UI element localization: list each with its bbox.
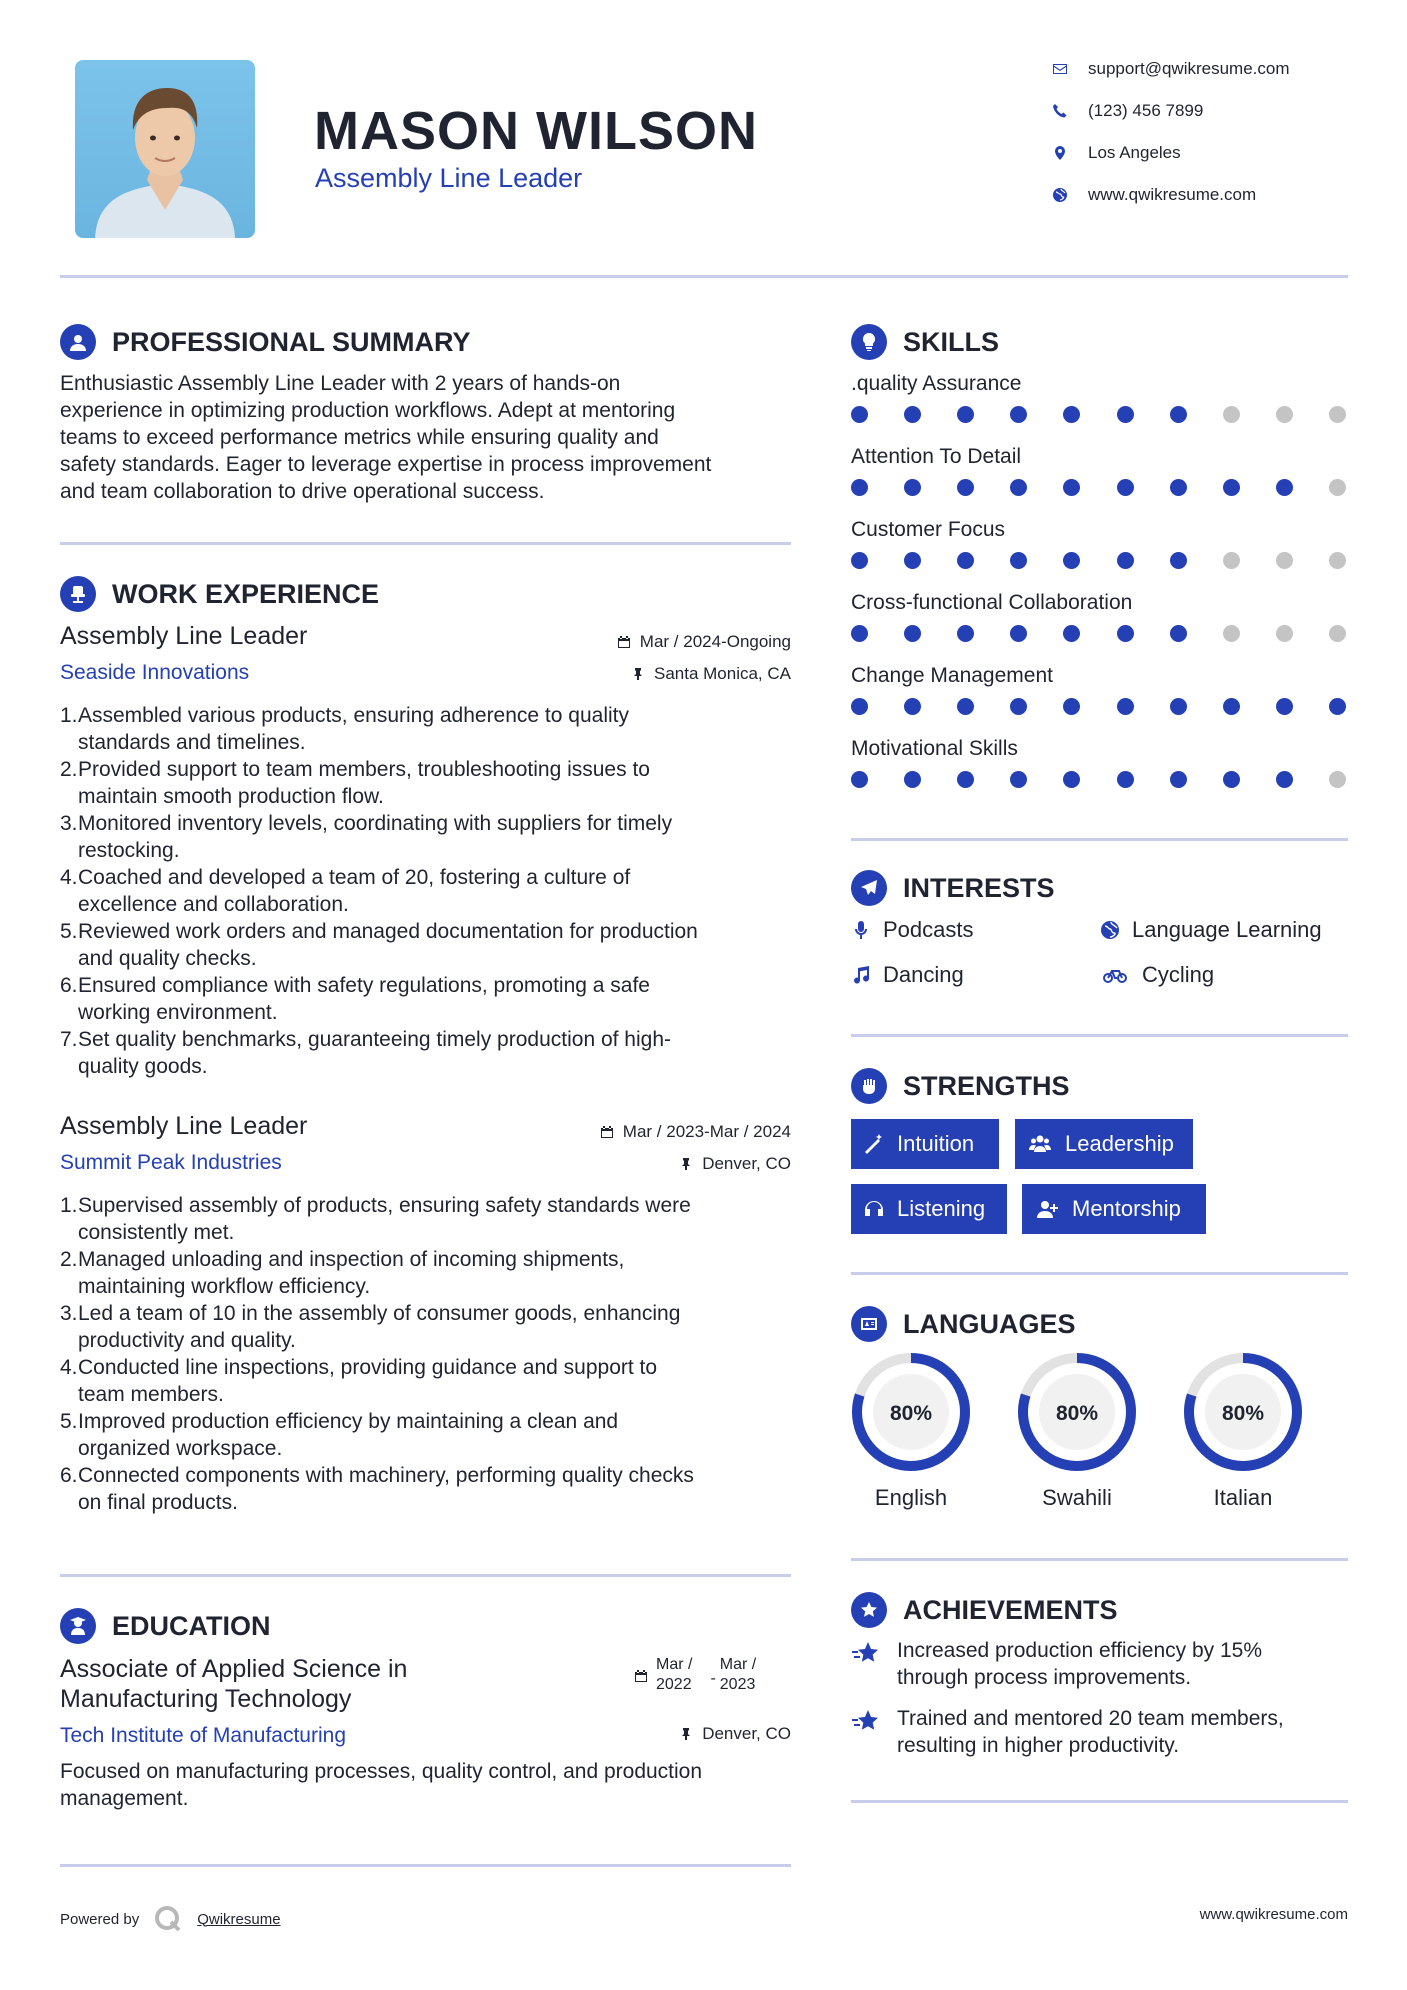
language-name: Italian: [1213, 1485, 1273, 1510]
rating-dot-filled: [1010, 771, 1027, 788]
language-ring: [1015, 1350, 1139, 1474]
interests-heading: [851, 870, 1055, 906]
strengths-heading: [851, 1068, 1070, 1104]
rating-dot-empty: [1329, 552, 1346, 569]
rating-dot-filled: [1063, 552, 1080, 569]
rating-dot-filled: [1276, 698, 1293, 715]
rating-dot-filled: [1170, 771, 1187, 788]
rating-dot-filled: [1117, 479, 1134, 496]
skill-row: [851, 591, 1346, 642]
contact-website[interactable]: [1052, 185, 1256, 205]
strengths-heading-text: STRENGTHS: [903, 1070, 1070, 1101]
contact-email[interactable]: [1052, 59, 1290, 79]
degree-title: [60, 1654, 407, 1714]
education-location-text: Denver, CO: [702, 1724, 791, 1743]
education-heading: [60, 1608, 271, 1644]
interest-label: Cycling: [1142, 962, 1215, 987]
users-icon: [1027, 1133, 1053, 1155]
language-name: English: [874, 1485, 948, 1510]
powered-by-text: Powered by: [60, 1910, 140, 1928]
music-note-icon: [851, 965, 871, 985]
interest-label: Podcasts: [883, 917, 974, 942]
microphone-icon: [851, 920, 871, 940]
rating-dot-filled: [904, 771, 921, 788]
strength-label: Mentorship: [1072, 1196, 1181, 1221]
summary-text: [60, 370, 800, 505]
job-location: [520, 1154, 791, 1174]
rating-dot-filled: [1170, 479, 1187, 496]
skill-row: [851, 518, 1346, 569]
duty-item: 4. Conducted line inspections, providing guidance and support to team members.: [60, 1356, 658, 1406]
rating-dot-filled: [904, 406, 921, 423]
skill-rating: [851, 406, 1346, 423]
summary-heading-text: PROFESSIONAL SUMMARY: [112, 326, 471, 357]
achievements-heading-text: ACHIEVEMENTS: [903, 1594, 1118, 1625]
education-date-separator: -: [710, 1670, 716, 1687]
summary-line: Enthusiastic Assembly Line Leader with 2 years of hands-on: [60, 372, 621, 395]
education-description-line: Focused on manufacturing processes, quality control, and production: [60, 1760, 703, 1783]
job-duties-list: [60, 1192, 800, 1516]
calendar-icon: [600, 1125, 614, 1139]
calendar-icon: [617, 635, 631, 649]
qwikresume-logo-icon: [153, 1904, 183, 1934]
duty-item: 1. Assembled various products, ensuring adherence to quality standards and timelines.: [60, 704, 629, 754]
job-title: Assembly Line Leader: [60, 1112, 308, 1140]
rating-dot-filled: [904, 698, 921, 715]
job-duties-list: [60, 702, 800, 1080]
rating-dot-filled: [1223, 698, 1240, 715]
language-item: [1015, 1350, 1139, 1511]
strengths-divider: [851, 1272, 1348, 1275]
rating-dot-filled: [904, 625, 921, 642]
header-divider: [60, 275, 1348, 278]
rating-dot-filled: [957, 698, 974, 715]
rating-dot-empty: [1329, 479, 1346, 496]
star-icon: [851, 1639, 881, 1669]
achievement-text: Trained and mentored 20 team members, resulting in higher productivity.: [897, 1707, 1284, 1757]
rating-dot-filled: [1063, 771, 1080, 788]
rating-dot-filled: [1170, 552, 1187, 569]
education-dates: [634, 1655, 756, 1695]
language-item: [849, 1350, 973, 1511]
rating-dot-filled: [1223, 479, 1240, 496]
strength-label: Listening: [897, 1196, 986, 1221]
rating-dot-filled: [1117, 625, 1134, 642]
user-icon: [60, 324, 96, 360]
education-description: [60, 1758, 800, 1812]
achievements-divider: [851, 1800, 1348, 1803]
pushpin-icon: [679, 1727, 693, 1741]
rating-dot-filled: [851, 771, 868, 788]
rating-dot-filled: [1170, 406, 1187, 423]
skill-row: [851, 664, 1346, 715]
interest-item: [851, 917, 974, 943]
bicycle-icon: [1100, 965, 1130, 985]
job-location-text: Denver, CO: [702, 1154, 791, 1173]
interest-item: [1100, 917, 1322, 943]
skill-rating: [851, 771, 1346, 788]
experience-heading: [60, 576, 379, 612]
language-name: Swahili: [1042, 1485, 1112, 1510]
rating-dot-empty: [1223, 625, 1240, 642]
interest-item: [1100, 962, 1214, 988]
skill-rating: [851, 698, 1346, 715]
headphones-icon: [863, 1198, 885, 1220]
achievement-text: Increased production efficiency by 15% through process improvements.: [897, 1639, 1262, 1689]
job-dates: [520, 1122, 791, 1142]
rating-dot-filled: [1010, 552, 1027, 569]
skill-row: [851, 372, 1346, 423]
user-plus-icon: [1034, 1198, 1060, 1220]
job-company: Seaside Innovations: [60, 661, 250, 684]
interests-divider: [851, 1034, 1348, 1037]
duty-item: 2. Managed unloading and inspection of incoming shipments, maintaining workflow efficiency.: [60, 1248, 625, 1298]
degree-line: Manufacturing Technology: [60, 1685, 352, 1713]
language-ring: [849, 1350, 973, 1474]
interest-item: [851, 962, 964, 988]
job-dates-text: Mar / 2023-Mar / 2024: [622, 1122, 791, 1141]
strength-badge: [851, 1184, 1007, 1234]
skills-heading: [851, 324, 999, 360]
rating-dot-filled: [957, 771, 974, 788]
contact-email-text: support@qwikresume.com: [1088, 59, 1290, 78]
rating-dot-filled: [1063, 479, 1080, 496]
candidate-name: MASON WILSON: [314, 101, 758, 161]
language-ring: [1181, 1350, 1305, 1474]
rating-dot-empty: [1223, 552, 1240, 569]
rating-dot-filled: [1223, 771, 1240, 788]
experience-heading-text: WORK EXPERIENCE: [112, 578, 380, 609]
envelope-icon: [1052, 61, 1068, 77]
star-badge-icon: [851, 1592, 887, 1628]
globe-icon: [1100, 920, 1120, 940]
job-location: [520, 664, 791, 684]
globe-icon: [1052, 187, 1068, 203]
strength-badge: [1015, 1119, 1193, 1169]
rating-dot-filled: [851, 625, 868, 642]
duty-item: 1. Supervised assembly of products, ensuring safety standards were consistently met.: [60, 1194, 691, 1244]
skill-label: Customer Focus: [851, 518, 1006, 541]
paper-plane-icon: [851, 870, 887, 906]
rating-dot-empty: [1329, 771, 1346, 788]
summary-line: experience in optimizing production workflows. Adept at mentoring: [60, 399, 676, 422]
calendar-icon: [634, 1669, 648, 1683]
job-dates: [520, 632, 791, 652]
rating-dot-filled: [1329, 698, 1346, 715]
rating-dot-filled: [957, 552, 974, 569]
skill-label: Change Management: [851, 664, 1053, 687]
experience-divider: [60, 1574, 791, 1577]
rating-dot-filled: [904, 479, 921, 496]
contact-location: [1052, 143, 1181, 163]
rating-dot-filled: [851, 406, 868, 423]
rating-dot-filled: [851, 698, 868, 715]
rating-dot-filled: [1170, 698, 1187, 715]
rating-dot-filled: [1010, 406, 1027, 423]
strength-label: Intuition: [897, 1131, 975, 1156]
qwikresume-link[interactable]: Qwikresume: [197, 1910, 281, 1928]
contact-location-text: Los Angeles: [1088, 143, 1181, 162]
duty-item: 7. Set quality benchmarks, guaranteeing timely production of high- quality goods.: [60, 1028, 672, 1078]
rating-dot-filled: [1010, 479, 1027, 496]
achievement-item: [851, 1637, 1262, 1691]
summary-line: safety standards. Eager to leverage expertise in process improvement: [60, 453, 712, 476]
rating-dot-empty: [1329, 406, 1346, 423]
job-location-text: Santa Monica, CA: [653, 664, 791, 683]
contact-website-text: www.qwikresume.com: [1088, 185, 1257, 204]
rating-dot-empty: [1223, 406, 1240, 423]
phone-icon: [1052, 103, 1068, 119]
rating-dot-filled: [1117, 552, 1134, 569]
lightbulb-icon: [851, 324, 887, 360]
skills-divider: [851, 838, 1348, 841]
rating-dot-empty: [1276, 406, 1293, 423]
job-company: Summit Peak Industries: [60, 1151, 282, 1174]
graduate-icon: [60, 1608, 96, 1644]
summary-line: teams to exceed performance metrics while ensuring quality and: [60, 426, 659, 449]
skill-label: Attention To Detail: [851, 445, 1022, 468]
strength-badge: [1022, 1184, 1206, 1234]
profile-photo: [75, 60, 255, 238]
job-title: Assembly Line Leader: [60, 622, 308, 650]
languages-heading-text: LANGUAGES: [903, 1308, 1076, 1339]
job-dates-text: Mar / 2024-Ongoing: [639, 632, 791, 651]
strength-badge: [851, 1119, 999, 1169]
rating-dot-filled: [904, 552, 921, 569]
languages-divider: [851, 1558, 1348, 1561]
fist-icon: [851, 1068, 887, 1104]
rating-dot-filled: [1117, 406, 1134, 423]
candidate-title: Assembly Line Leader: [315, 163, 583, 193]
rating-dot-filled: [1063, 406, 1080, 423]
summary-heading: [60, 324, 471, 360]
language-percent: 80%: [889, 1402, 933, 1425]
pushpin-icon: [631, 667, 645, 681]
interests-heading-text: INTERESTS: [903, 872, 1055, 903]
education-description-line: management.: [60, 1787, 189, 1810]
languages-heading: [851, 1306, 1076, 1342]
skill-row: [851, 737, 1346, 788]
school-name: Tech Institute of Manufacturing: [60, 1724, 346, 1747]
language-percent: 80%: [1055, 1402, 1099, 1425]
duty-item: 3. Led a team of 10 in the assembly of consumer goods, enhancing productivity and quality.: [60, 1302, 681, 1352]
rating-dot-filled: [957, 625, 974, 642]
rating-dot-filled: [1010, 698, 1027, 715]
rating-dot-filled: [851, 479, 868, 496]
language-item: [1181, 1350, 1305, 1511]
interest-label: Language Learning: [1132, 917, 1322, 942]
chair-icon: [60, 576, 96, 612]
skill-rating: [851, 625, 1346, 642]
skill-label: Cross-functional Collaboration: [851, 591, 1133, 614]
education-location: [520, 1724, 791, 1744]
skill-label: Motivational Skills: [851, 737, 1018, 760]
contact-phone[interactable]: [1052, 101, 1203, 121]
achievement-item: [851, 1705, 1284, 1759]
education-start-date: Mar / 2022: [656, 1656, 693, 1693]
star-icon: [851, 1707, 881, 1737]
rating-dot-filled: [1170, 625, 1187, 642]
duty-item: 6. Connected components with machinery, performing quality checks on final products.: [60, 1464, 694, 1514]
skill-row: [851, 445, 1346, 496]
summary-divider: [60, 542, 791, 545]
language-percent: 80%: [1221, 1402, 1265, 1425]
rating-dot-empty: [1276, 552, 1293, 569]
duty-item: 5. Reviewed work orders and managed documentation for production and quality checks.: [60, 920, 698, 970]
education-end-date: Mar / 2023: [719, 1656, 757, 1693]
pushpin-icon: [679, 1157, 693, 1171]
skill-label: .quality Assurance: [851, 372, 1022, 395]
duty-item: 3. Monitored inventory levels, coordinating with suppliers for timely restocking.: [60, 812, 673, 862]
footer-powered-by: [60, 1904, 281, 1934]
magic-wand-icon: [863, 1133, 885, 1155]
skill-rating: [851, 552, 1346, 569]
education-heading-text: EDUCATION: [112, 1610, 271, 1641]
duty-item: 5. Improved production efficiency by maintaining a clean and organized workspace.: [60, 1410, 619, 1460]
rating-dot-filled: [1276, 479, 1293, 496]
contact-phone-text: (123) 456 7899: [1088, 101, 1204, 120]
footer-url[interactable]: www.qwikresume.com: [1199, 1906, 1348, 1923]
rating-dot-empty: [1329, 625, 1346, 642]
education-divider: [60, 1864, 791, 1867]
interest-label: Dancing: [883, 962, 964, 987]
map-pin-icon: [1052, 145, 1068, 161]
rating-dot-filled: [957, 479, 974, 496]
rating-dot-filled: [1063, 698, 1080, 715]
duty-item: 4. Coached and developed a team of 20, fostering a culture of excellence and collaboration.: [60, 866, 631, 916]
duty-item: 6. Ensured compliance with safety regulations, promoting a safe working environment.: [60, 974, 650, 1024]
summary-line: and team collaboration to drive operational success.: [60, 480, 545, 503]
rating-dot-filled: [957, 406, 974, 423]
achievements-heading: [851, 1592, 1118, 1628]
rating-dot-filled: [1010, 625, 1027, 642]
rating-dot-filled: [1117, 771, 1134, 788]
duty-item: 2. Provided support to team members, troubleshooting issues to maintain smooth production flow.: [60, 758, 650, 808]
rating-dot-filled: [851, 552, 868, 569]
language-card-icon: [851, 1306, 887, 1342]
skill-rating: [851, 479, 1346, 496]
rating-dot-filled: [1276, 771, 1293, 788]
rating-dot-filled: [1117, 698, 1134, 715]
rating-dot-empty: [1276, 625, 1293, 642]
skills-heading-text: SKILLS: [903, 326, 1000, 357]
strength-label: Leadership: [1065, 1131, 1174, 1156]
degree-line: Associate of Applied Science in: [60, 1655, 408, 1683]
rating-dot-filled: [1063, 625, 1080, 642]
